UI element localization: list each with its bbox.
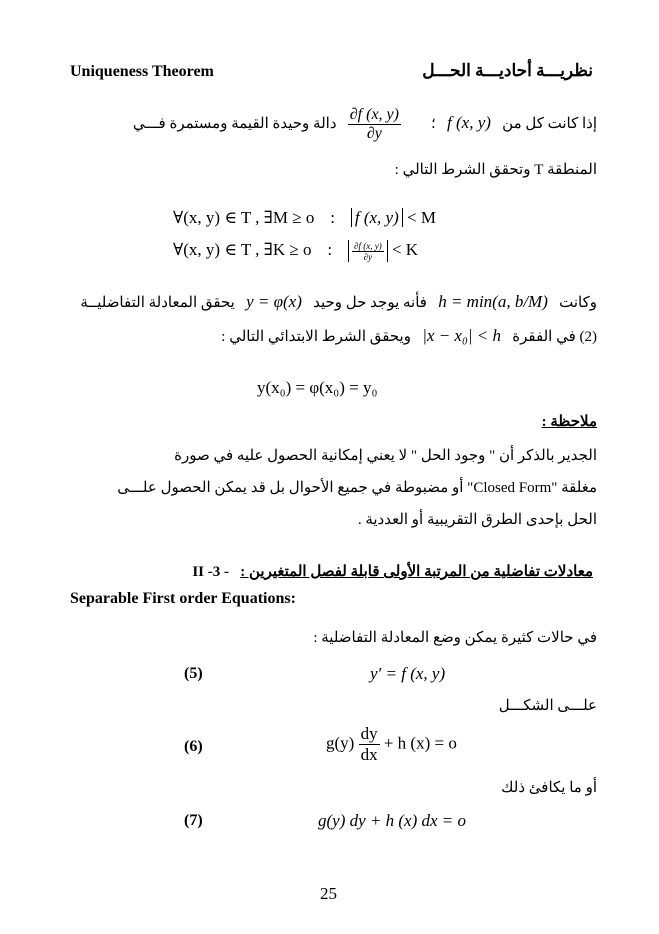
condition-1-quantifier: ∀(x, y) ∈ T , ∃M ≥ o <box>173 208 315 227</box>
equation-6-label: (6) <box>184 738 203 755</box>
condition-2-numerator: ∂f (x, y) <box>354 240 382 251</box>
theorem-line-1 <box>133 106 597 143</box>
partial-numerator: ∂f (x, y) <box>349 106 399 123</box>
condition-1-colon: : <box>330 208 335 227</box>
header-right-title: نظريـــة أحاديـــة الحـــل <box>422 61 593 80</box>
equation-6-numerator: dy <box>360 724 378 743</box>
theorem-line-2: المنطقة T وتحقق الشرط التالي : <box>394 162 597 178</box>
theorem-satisfies-text: يحقق المعادلة التفاضليــة <box>80 295 235 311</box>
theorem-partial-derivative <box>348 106 401 143</box>
header-left-title: Uniqueness Theorem <box>70 63 214 80</box>
note-line-1: الجدير بالذكر أن " وجود الحل " لا يعني إمكانية الحصول عليه في صورة <box>174 448 597 464</box>
equation-5-label: (5) <box>184 665 203 682</box>
condition-2-colon: : <box>327 240 333 259</box>
theorem-initial-text: ويحقق الشرط الابتدائي التالي : <box>221 329 411 345</box>
theorem-fxy: f (x, y) <box>447 112 491 132</box>
condition-2-abs <box>348 240 388 262</box>
theorem-line-3 <box>80 292 597 312</box>
theorem-solution: y = φ(x) <box>246 292 302 311</box>
section-number: II -3 - <box>192 564 230 580</box>
condition-1-abs: f (x, y) <box>351 208 403 227</box>
equation-6-rest: + h (x) = o <box>383 733 457 753</box>
section-heading <box>192 562 593 581</box>
body-equivalent-text: أو ما يكافئ ذلك <box>501 780 597 796</box>
equation-7-label: (7) <box>184 812 203 829</box>
theorem-continuity-text: دالة وحيدة القيمة ومستمرة فـــي <box>132 115 337 132</box>
theorem-if-text: إذا كانت كل من <box>502 115 597 132</box>
condition-2-bound: < K <box>391 240 419 259</box>
condition-2 <box>173 240 418 262</box>
note-line-2: مغلقة "Closed Form" أو مضبوطة في جميع الأحوال بل قد يمكن الحصول علـــى <box>117 480 597 496</box>
partial-denominator: ∂y <box>366 125 382 142</box>
theorem-and-text: وكانت <box>559 295 597 311</box>
equation-6-g: g(y) <box>326 733 355 753</box>
equation-6-denominator: dx <box>360 745 378 764</box>
note-heading: ملاحظة : <box>541 414 597 430</box>
theorem-line-4 <box>221 326 597 346</box>
initial-condition: y(x₀) = φ(x₀) = y₀ <box>257 378 378 397</box>
condition-1-bound: < M <box>407 208 436 227</box>
condition-1 <box>173 208 436 228</box>
section-title-ar: معادلات تفاضلية من المرتبة الأولى قابلة لفصل المتغيرين : <box>240 564 593 580</box>
theorem-h-definition: h = min(a, b/M) <box>438 292 548 311</box>
body-form-text: علـــى الشكـــل <box>498 698 597 714</box>
section-title-en: Separable First order Equations: <box>70 590 296 607</box>
theorem-paragraph-ref: (2) في الفقرة <box>512 329 597 345</box>
equation-6-fraction <box>359 724 380 765</box>
equation-7: g(y) dy + h (x) dx = o <box>318 811 467 830</box>
equation-6 <box>326 724 457 765</box>
condition-2-quantifier: ∀(x, y) ∈ T , ∃K ≥ o <box>173 240 312 259</box>
condition-2-denominator: ∂y <box>363 251 373 262</box>
theorem-exists-text: فأنه يوجد حل وحيد <box>313 295 427 311</box>
note-line-3: الحل بإحدى الطرق التقريبية أو العددية . <box>357 512 597 528</box>
body-intro: في حالات كثيرة يمكن وضع المعادلة التفاضلية : <box>313 630 597 646</box>
theorem-interval-condition: |x − x₀| < h <box>422 326 502 345</box>
condition-2-fraction <box>352 241 384 262</box>
page-number: 25 <box>320 884 337 903</box>
theorem-separator: ؛ <box>430 115 436 132</box>
equation-5: y′ = f (x, y) <box>370 664 446 683</box>
